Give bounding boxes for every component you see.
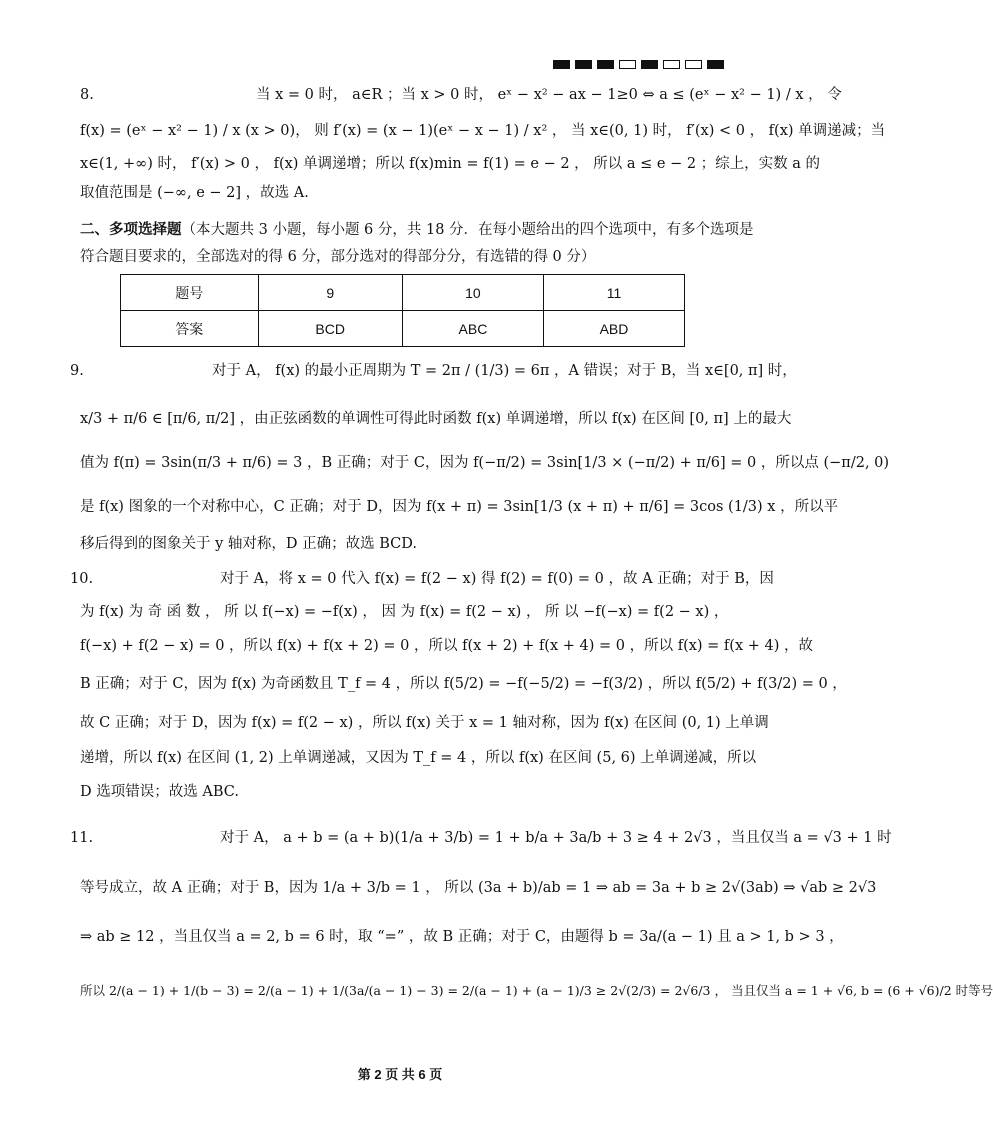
q10-line-7: D 选项错误；故选 ABC.	[80, 784, 239, 800]
table-cell: 9	[258, 275, 402, 311]
section-2-line-2: 符合题目要求的，全部选对的得 6 分，部分选对的得部分分，有选错的得 0 分）	[80, 249, 596, 265]
q8-line-1: 当 x = 0 时， a∈R ；当 x > 0 时， eˣ − x² − ax − 1≥0 ⇔ a ≤ (eˣ − x² − 1) / x ， 令	[256, 87, 842, 103]
q10-line-3: f(−x) + f(2 − x) = 0 ，所以 f(x) + f(x + 2) = 0 ，所以 f(x + 2) + f(x + 4) = 0 ，所以 f(x) = f(x + 4) ，故	[80, 638, 813, 654]
answer-table-header-row	[121, 275, 685, 311]
q8-line-3: x∈(1, +∞) 时， f′(x) > 0 ， f(x) 单调递增；所以 f(x)min = f(1) = e − 2 ， 所以 a ≤ e − 2 ；综上，实数 a 的	[80, 156, 821, 172]
section-2-heading: 二、多项选择题	[80, 221, 182, 238]
empty-block-mark	[685, 60, 702, 69]
filled-block-mark	[575, 60, 592, 69]
page-footer: 第 2 页 共 6 页	[357, 1067, 443, 1082]
question-9	[70, 351, 890, 559]
q11-line-4: 所以 2/(a − 1) + 1/(b − 3) = 2/(a − 1) + 1/(3a/(a − 1) − 3) = 2/(a − 1) + (a − 1)/3 ≥ 2√(2/3) = 2√6/3 ， 当且仅当 a = 1 + √6, b = (6 + √6)/2 时等号	[80, 983, 993, 998]
q8-number: 8.	[80, 87, 94, 103]
q11-number: 11.	[70, 830, 94, 846]
q11-line-2: 等号成立，故 A 正确；对于 B，因为 1/a + 3/b = 1 ， 所以 (3a + b)/ab = 1 ⇒ ab = 3a + b ≥ 2√(3ab) ⇒ √ab ≥ 2√3	[80, 880, 877, 896]
table-cell: ABC	[402, 311, 543, 347]
q10-line-1: 对于 A，将 x = 0 代入 f(x) = f(2 − x) 得 f(2) = f(0) = 0 ，故 A 正确；对于 B，因	[220, 571, 774, 587]
table-cell: BCD	[258, 311, 402, 347]
header-marks	[553, 60, 724, 69]
table-cell: 11	[543, 275, 684, 311]
empty-block-mark	[619, 60, 636, 69]
table-cell: ABD	[543, 311, 684, 347]
section-2-header	[80, 216, 754, 270]
q9-line-5: 移后得到的图象关于 y 轴对称，D 正确；故选 BCD.	[80, 536, 417, 552]
q10-line-2: 为 f(x) 为 奇 函 数 ， 所 以 f(−x) = −f(x) ， 因 为 f(x) = f(2 − x) ， 所 以 −f(−x) = f(2 − x) ，	[80, 604, 729, 620]
filled-block-mark	[553, 60, 570, 69]
q11-line-1: 对于 A， a + b = (a + b)(1/a + 3/b) = 1 + b/a + 3a/b + 3 ≥ 4 + 2√3 ，当且仅当 a = √3 + 1 时	[220, 830, 892, 846]
q10-line-5: 故 C 正确；对于 D，因为 f(x) = f(2 − x) ，所以 f(x) 关于 x = 1 轴对称，因为 f(x) 在区间 (0, 1) 上单调	[80, 715, 769, 731]
q9-line-1: 对于 A， f(x) 的最小正周期为 T = 2π / (1/3) = 6π ，A 错误；对于 B，当 x∈[0, π] 时，	[212, 363, 797, 379]
q10-line-6: 递增，所以 f(x) 在区间 (1, 2) 上单调递减，又因为 T_f = 4 ，所以 f(x) 在区间 (5, 6) 上单调递减，所以	[80, 750, 757, 766]
filled-block-mark	[597, 60, 614, 69]
question-8	[80, 82, 886, 206]
table-cell: 答案	[121, 311, 259, 347]
page-content	[70, 82, 993, 1021]
q10-line-4: B 正确；对于 C，因为 f(x) 为奇函数且 T_f = 4 ，所以 f(5/2) = −f(−5/2) = −f(3/2) ，所以 f(5/2) + f(3/2) = 0 ，	[80, 676, 847, 692]
table-cell: 题号	[121, 275, 259, 311]
question-11	[70, 813, 993, 1021]
answer-table	[120, 274, 685, 347]
q9-line-2: x/3 + π/6 ∈ [π/6, π/2] ，由正弦函数的单调性可得此时函数 f(x) 单调递增，所以 f(x) 在区间 [0, π] 上的最大	[80, 411, 792, 427]
q9-number: 9.	[70, 363, 84, 379]
q8-line-4: 取值范围是 (−∞, e − 2] ，故选 A.	[80, 185, 309, 201]
question-10	[70, 563, 847, 809]
filled-block-mark	[707, 60, 724, 69]
q11-line-3: ⇒ ab ≥ 12 ，当且仅当 a = 2, b = 6 时，取 “=” ，故 B 正确；对于 C，由题得 b = 3a/(a − 1) 且 a > 1, b > 3 ，	[80, 929, 844, 945]
table-cell: 10	[402, 275, 543, 311]
q9-line-4: 是 f(x) 图象的一个对称中心，C 正确；对于 D，因为 f(x + π) = 3sin[1/3 (x + π) + π/6] = 3cos (1/3) x ，所以平	[80, 499, 839, 515]
q8-line-2: f(x) = (eˣ − x² − 1) / x (x > 0)， 则 f′(x) = (x − 1)(eˣ − x − 1) / x² ， 当 x∈(0, 1) 时， f′(x) < 0 ， f(x) 单调递减；当	[80, 123, 886, 139]
q9-line-3: 值为 f(π) = 3sin(π/3 + π/6) = 3 ，B 正确；对于 C，因为 f(−π/2) = 3sin[1/3 × (−π/2) + π/6] = 0 ，所以点 (−π/2, 0)	[80, 455, 890, 471]
filled-block-mark	[641, 60, 658, 69]
q10-number: 10.	[70, 571, 94, 587]
empty-block-mark	[663, 60, 680, 69]
section-2-line-1: （本大题共 3 小题，每小题 6 分，共 18 分．在每小题给出的四个选项中，有多个选项是	[181, 222, 754, 238]
answer-table-row	[121, 311, 685, 347]
